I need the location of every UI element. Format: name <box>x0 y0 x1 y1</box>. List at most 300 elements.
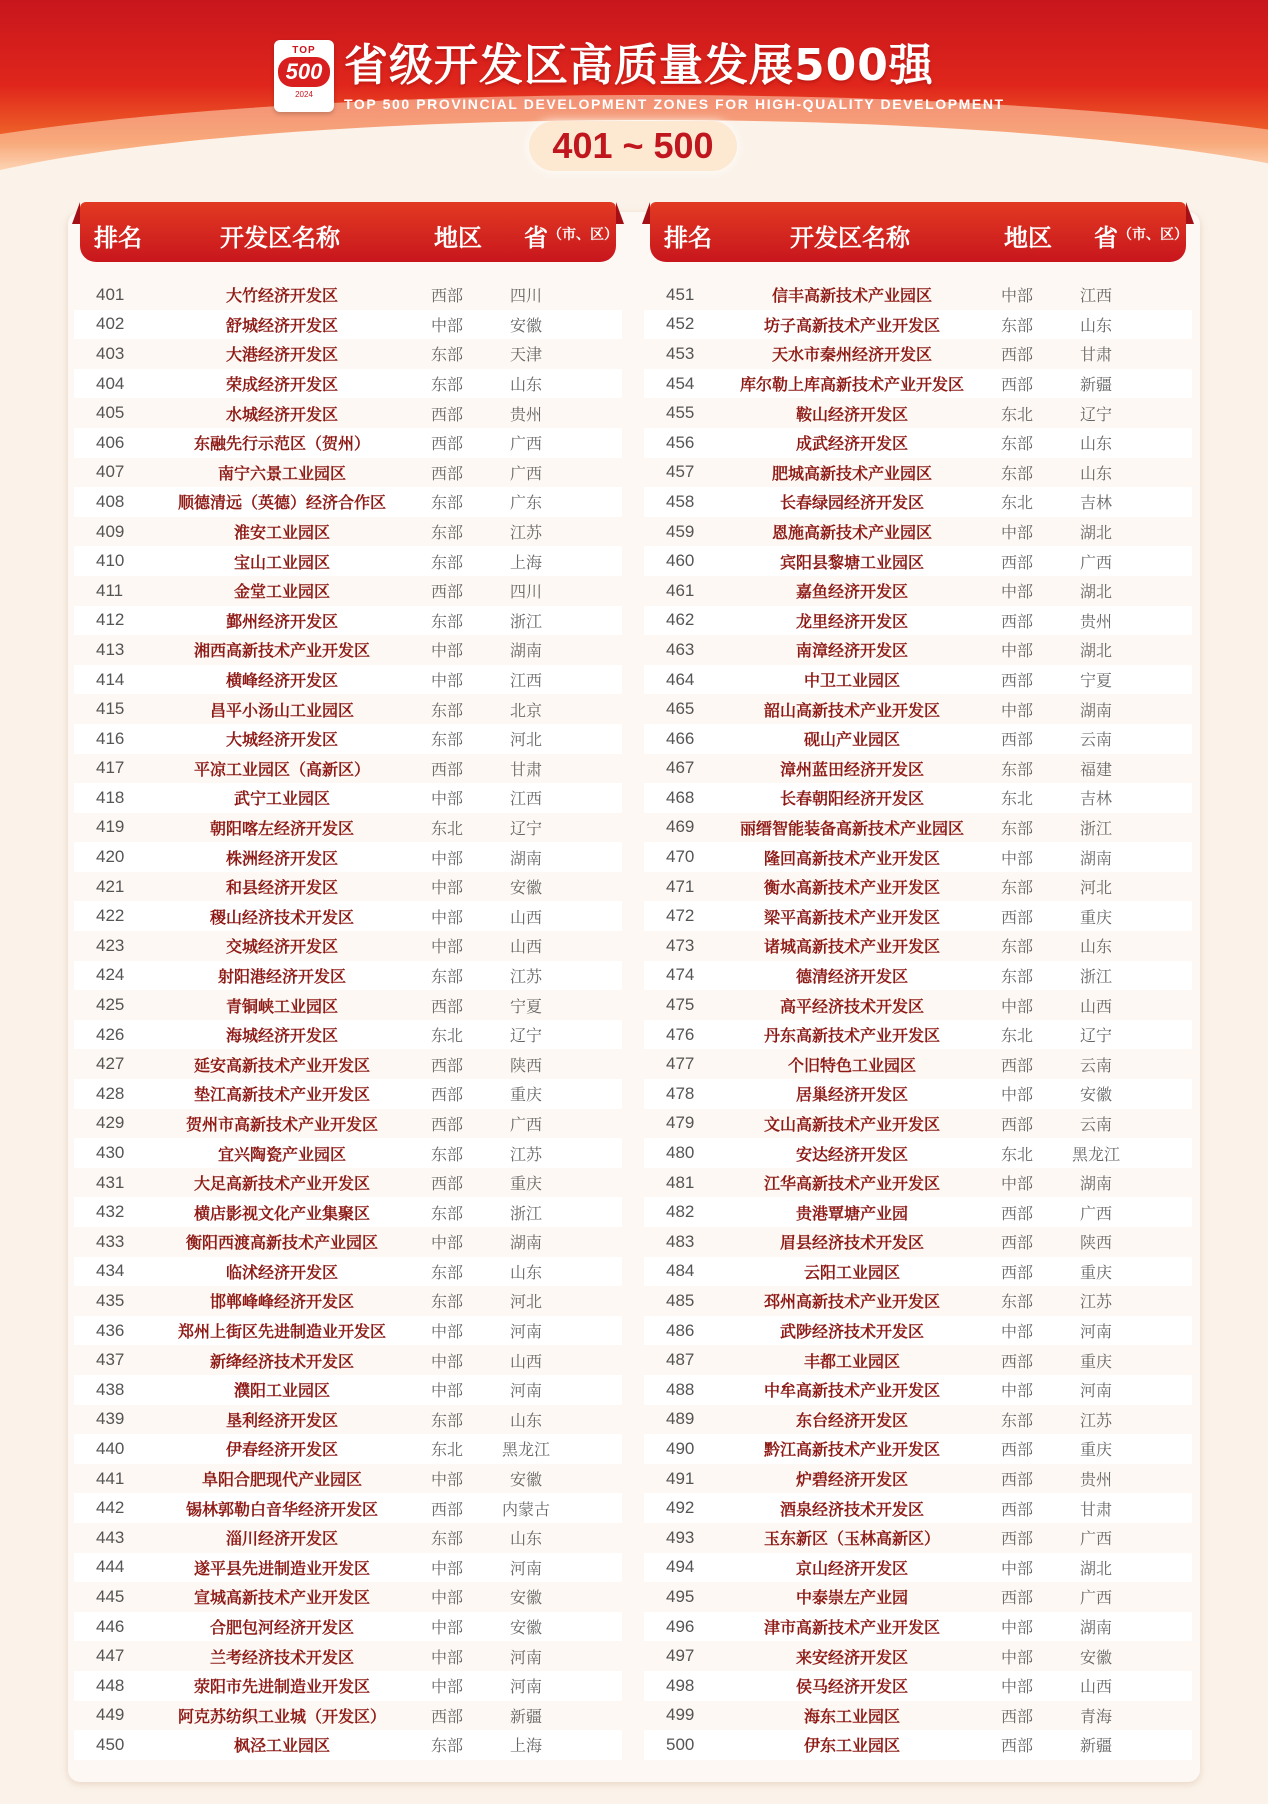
table-row <box>74 1701 622 1731</box>
region-cell: 东部 <box>430 1529 463 1549</box>
zone-name-cell: 海东工业园区 <box>803 1706 900 1726</box>
table-row <box>74 754 622 784</box>
province-cell: 江苏 <box>1079 1292 1112 1312</box>
table-row <box>74 1375 622 1405</box>
region-cell: 西部 <box>430 434 463 454</box>
table-row <box>644 369 1192 399</box>
table-row <box>74 694 622 724</box>
region-cell: 东部 <box>430 375 463 395</box>
region-cell: 西部 <box>1000 1736 1033 1756</box>
region-cell: 西部 <box>1000 671 1033 691</box>
rank-cell: 428 <box>96 1083 125 1103</box>
table-row <box>644 1168 1192 1198</box>
rank-cell: 408 <box>96 491 125 511</box>
region-cell: 东部 <box>1000 315 1033 335</box>
rank-cell: 445 <box>96 1586 125 1606</box>
zone-name-cell: 来安经济开发区 <box>795 1647 908 1667</box>
rank-cell: 412 <box>96 610 125 630</box>
region-cell: 东部 <box>1000 463 1033 483</box>
table-row <box>644 1405 1192 1435</box>
rank-cell: 485 <box>666 1290 695 1310</box>
header-name: 开发区名称 <box>220 224 340 252</box>
zone-name-cell: 伊东工业园区 <box>803 1736 900 1756</box>
table-row <box>644 339 1192 369</box>
table-row <box>74 576 622 606</box>
province-cell: 福建 <box>1079 759 1112 779</box>
left-table <box>74 202 622 1760</box>
rank-cell: 482 <box>666 1202 695 1222</box>
province-cell: 河北 <box>509 730 542 750</box>
region-cell: 东部 <box>430 966 463 986</box>
rank-cell: 401 <box>96 284 125 304</box>
table-row <box>644 1109 1192 1139</box>
region-cell: 西部 <box>430 463 463 483</box>
province-cell: 江西 <box>509 671 542 691</box>
rank-cell: 404 <box>96 373 125 393</box>
province-cell: 甘肃 <box>509 759 542 779</box>
region-cell: 东部 <box>430 345 463 365</box>
rank-cell: 474 <box>666 965 695 985</box>
region-cell: 中部 <box>1000 1322 1033 1342</box>
table-row <box>74 310 622 340</box>
province-cell: 甘肃 <box>1079 345 1112 365</box>
rank-cell: 475 <box>666 995 695 1015</box>
table-row <box>74 487 622 517</box>
province-cell: 四川 <box>509 582 542 602</box>
zone-name-cell: 梁平高新技术产业开发区 <box>763 907 940 927</box>
zone-name-cell: 贵港覃塘产业园 <box>795 1203 908 1223</box>
zone-name-cell: 朝阳喀左经济开发区 <box>209 818 354 838</box>
table-row <box>74 339 622 369</box>
table-row <box>644 398 1192 428</box>
zone-name-cell: 邳州高新技术产业开发区 <box>763 1292 940 1312</box>
region-cell: 西部 <box>430 1085 463 1105</box>
zone-name-cell: 库尔勒上库高新技术产业开发区 <box>739 375 964 395</box>
region-cell: 东部 <box>1000 759 1033 779</box>
rank-cell: 484 <box>666 1261 695 1281</box>
province-cell: 吉林 <box>1079 493 1112 513</box>
region-cell: 西部 <box>1000 1233 1033 1253</box>
region-cell: 中部 <box>430 1322 463 1342</box>
region-cell: 东部 <box>430 552 463 572</box>
province-cell: 河北 <box>509 1292 542 1312</box>
province-cell: 重庆 <box>1079 907 1112 927</box>
rank-cell: 476 <box>666 1024 695 1044</box>
province-cell: 陕西 <box>1079 1233 1112 1253</box>
table-row <box>74 517 622 547</box>
header-province: 省 <box>524 224 548 252</box>
rank-cell: 462 <box>666 610 695 630</box>
zone-name-cell: 东融先行示范区（贺州） <box>193 434 370 454</box>
table-row <box>644 428 1192 458</box>
province-cell: 辽宁 <box>1079 404 1112 424</box>
rank-cell: 447 <box>96 1646 125 1666</box>
region-cell: 东北 <box>430 1026 463 1046</box>
rank-cell: 466 <box>666 728 695 748</box>
province-cell: 四川 <box>509 286 542 306</box>
province-cell: 宁夏 <box>1079 671 1112 691</box>
zone-name-cell: 宝山工业园区 <box>233 552 330 572</box>
zone-name-cell: 中牟高新技术产业开发区 <box>763 1381 940 1401</box>
zone-name-cell: 天水市秦州经济开发区 <box>771 345 932 365</box>
rank-cell: 453 <box>666 343 695 363</box>
region-cell: 东部 <box>1000 434 1033 454</box>
zone-name-cell: 伊春经济开发区 <box>225 1440 338 1460</box>
zone-name-cell: 鄞州经济开发区 <box>225 611 338 631</box>
region-cell: 西部 <box>1000 552 1033 572</box>
rank-cell: 430 <box>96 1143 125 1163</box>
zone-name-cell: 诸城高新技术产业开发区 <box>763 937 940 957</box>
table-row <box>644 961 1192 991</box>
badge-top-text: TOP <box>292 45 316 56</box>
zone-name-cell: 鞍山经济开发区 <box>795 404 908 424</box>
table-row <box>644 842 1192 872</box>
region-cell: 中部 <box>430 789 463 809</box>
zone-name-cell: 兰考经济技术开发区 <box>209 1647 354 1667</box>
table-row <box>74 931 622 961</box>
table-row <box>644 1286 1192 1316</box>
zone-name-cell: 阜阳合肥现代产业园区 <box>201 1470 362 1490</box>
rank-cell: 470 <box>666 847 695 867</box>
rank-cell: 422 <box>96 906 125 926</box>
zone-name-cell: 漳州蓝田经济开发区 <box>779 759 924 779</box>
rank-cell: 444 <box>96 1557 125 1577</box>
table-row <box>644 576 1192 606</box>
province-cell: 浙江 <box>509 611 542 631</box>
province-cell: 江苏 <box>1079 1410 1112 1430</box>
table-row <box>74 1493 622 1523</box>
table-row <box>74 990 622 1020</box>
region-cell: 西部 <box>1000 1351 1033 1371</box>
region-cell: 中部 <box>430 1351 463 1371</box>
rank-cell: 417 <box>96 758 125 778</box>
zone-name-cell: 大港经济开发区 <box>225 345 338 365</box>
table-row <box>644 990 1192 1020</box>
province-cell: 湖南 <box>1079 700 1112 720</box>
rank-cell: 435 <box>96 1290 125 1310</box>
province-cell: 云南 <box>1079 730 1112 750</box>
zone-name-cell: 合肥包河经济开发区 <box>209 1618 354 1638</box>
rank-cell: 494 <box>666 1557 695 1577</box>
rank-cell: 434 <box>96 1261 125 1281</box>
province-cell: 贵州 <box>1079 611 1112 631</box>
rank-cell: 452 <box>666 314 695 334</box>
region-cell: 中部 <box>1000 1618 1033 1638</box>
zone-name-cell: 垦利经济开发区 <box>225 1410 338 1430</box>
province-cell: 山东 <box>1079 937 1112 957</box>
province-cell: 湖北 <box>1079 582 1112 602</box>
region-cell: 西部 <box>1000 730 1033 750</box>
region-cell: 西部 <box>1000 1588 1033 1608</box>
region-cell: 中部 <box>430 907 463 927</box>
rank-cell: 406 <box>96 432 125 452</box>
zone-name-cell: 新绛经济技术开发区 <box>209 1351 354 1371</box>
zone-name-cell: 江华高新技术产业开发区 <box>763 1174 940 1194</box>
province-cell: 广西 <box>1079 1588 1112 1608</box>
zone-name-cell: 海城经济开发区 <box>225 1026 338 1046</box>
region-cell: 西部 <box>1000 1055 1033 1075</box>
region-cell: 西部 <box>1000 1114 1033 1134</box>
province-cell: 新疆 <box>1079 1736 1112 1756</box>
rank-cell: 421 <box>96 876 125 896</box>
rank-cell: 458 <box>666 491 695 511</box>
table-row <box>644 1434 1192 1464</box>
rank-cell: 467 <box>666 758 695 778</box>
zone-name-cell: 金堂工业园区 <box>233 582 330 602</box>
region-cell: 中部 <box>1000 523 1033 543</box>
table-row <box>644 1641 1192 1671</box>
table-row <box>644 1464 1192 1494</box>
rank-cell: 498 <box>666 1675 695 1695</box>
rank-cell: 432 <box>96 1202 125 1222</box>
table-row <box>74 1523 622 1553</box>
province-cell: 江苏 <box>509 1144 542 1164</box>
zone-name-cell: 濮阳工业园区 <box>233 1381 330 1401</box>
province-cell: 河南 <box>509 1647 542 1667</box>
region-cell: 中部 <box>430 1558 463 1578</box>
table-row <box>74 1553 622 1583</box>
rank-cell: 469 <box>666 817 695 837</box>
region-cell: 西部 <box>430 1706 463 1726</box>
rank-cell: 429 <box>96 1113 125 1133</box>
zone-name-cell: 长春朝阳经济开发区 <box>779 789 924 809</box>
province-cell: 贵州 <box>1079 1470 1112 1490</box>
rank-cell: 413 <box>96 639 125 659</box>
region-cell: 东部 <box>430 1262 463 1282</box>
province-cell: 重庆 <box>509 1174 542 1194</box>
province-cell: 辽宁 <box>1079 1026 1112 1046</box>
zone-name-cell: 东台经济开发区 <box>795 1410 908 1430</box>
rank-cell: 464 <box>666 669 695 689</box>
rank-cell: 419 <box>96 817 125 837</box>
region-cell: 东北 <box>1000 404 1033 424</box>
rank-cell: 478 <box>666 1083 695 1103</box>
province-cell: 湖南 <box>1079 1174 1112 1194</box>
region-cell: 中部 <box>430 1647 463 1667</box>
province-cell: 安徽 <box>509 315 542 335</box>
region-cell: 东部 <box>1000 1292 1033 1312</box>
region-cell: 东部 <box>1000 818 1033 838</box>
rank-cell: 437 <box>96 1350 125 1370</box>
table-row <box>74 901 622 931</box>
rank-cell: 431 <box>96 1172 125 1192</box>
zone-name-cell: 贺州市高新技术产业开发区 <box>185 1114 378 1134</box>
table-row <box>74 458 622 488</box>
province-cell: 江苏 <box>509 966 542 986</box>
rank-cell: 405 <box>96 403 125 423</box>
region-cell: 东部 <box>430 1203 463 1223</box>
region-cell: 中部 <box>430 315 463 335</box>
rank-cell: 439 <box>96 1409 125 1429</box>
zone-name-cell: 水城经济开发区 <box>225 404 338 424</box>
region-cell: 西部 <box>430 1499 463 1519</box>
region-cell: 中部 <box>430 848 463 868</box>
province-cell: 云南 <box>1079 1055 1112 1075</box>
province-cell: 河南 <box>509 1322 542 1342</box>
rank-cell: 449 <box>96 1705 125 1725</box>
province-cell: 辽宁 <box>509 818 542 838</box>
region-cell: 中部 <box>1000 700 1033 720</box>
table-row <box>644 546 1192 576</box>
rank-cell: 472 <box>666 906 695 926</box>
rank-cell: 457 <box>666 462 695 482</box>
zone-name-cell: 武宁工业园区 <box>233 789 330 809</box>
rank-cell: 480 <box>666 1143 695 1163</box>
province-cell: 山东 <box>509 1529 542 1549</box>
header-region: 地区 <box>1004 224 1052 252</box>
zone-name-cell: 嘉鱼经济开发区 <box>795 582 908 602</box>
zone-name-cell: 韶山高新技术产业开发区 <box>763 700 940 720</box>
zone-name-cell: 垫江高新技术产业开发区 <box>193 1085 370 1105</box>
region-cell: 西部 <box>1000 1262 1033 1282</box>
province-cell: 山西 <box>1079 996 1112 1016</box>
zone-name-cell: 交城经济开发区 <box>225 937 338 957</box>
table-row <box>644 1316 1192 1346</box>
province-cell: 宁夏 <box>509 996 542 1016</box>
region-cell: 中部 <box>1000 1677 1033 1697</box>
table-row <box>74 783 622 813</box>
table-row <box>74 1434 622 1464</box>
table-row <box>644 1257 1192 1287</box>
zone-name-cell: 文山高新技术产业开发区 <box>763 1114 940 1134</box>
zone-name-cell: 高平经济技术开发区 <box>779 996 924 1016</box>
province-cell: 安徽 <box>509 878 542 898</box>
table-row <box>644 1020 1192 1050</box>
province-cell: 安徽 <box>1079 1085 1112 1105</box>
zone-name-cell: 居巢经济开发区 <box>795 1085 908 1105</box>
region-cell: 东部 <box>430 700 463 720</box>
province-cell: 广西 <box>509 463 542 483</box>
region-cell: 中部 <box>1000 286 1033 306</box>
rank-cell: 490 <box>666 1438 695 1458</box>
zone-name-cell: 邯郸峰峰经济开发区 <box>209 1292 354 1312</box>
province-cell: 黑龙江 <box>1071 1144 1120 1164</box>
region-cell: 中部 <box>1000 1381 1033 1401</box>
zone-name-cell: 横峰经济开发区 <box>225 671 338 691</box>
province-cell: 河南 <box>509 1558 542 1578</box>
province-cell: 浙江 <box>509 1203 542 1223</box>
zone-name-cell: 锡林郭勒白音华经济开发区 <box>185 1499 378 1519</box>
province-cell: 江西 <box>1079 286 1112 306</box>
zone-name-cell: 湘西高新技术产业开发区 <box>193 641 370 661</box>
rank-range-pill: 401 ~ 500 <box>529 121 737 171</box>
province-cell: 贵州 <box>509 404 542 424</box>
zone-name-cell: 丹东高新技术产业开发区 <box>763 1026 940 1046</box>
province-cell: 青海 <box>1079 1706 1112 1726</box>
region-cell: 东部 <box>1000 966 1033 986</box>
zone-name-cell: 砚山产业园区 <box>803 730 900 750</box>
zone-name-cell: 坊子高新技术产业开发区 <box>763 315 940 335</box>
region-cell: 东北 <box>1000 789 1033 809</box>
rank-cell: 496 <box>666 1616 695 1636</box>
table-row <box>74 1079 622 1109</box>
province-cell: 河南 <box>1079 1381 1112 1401</box>
province-cell: 湖北 <box>1079 641 1112 661</box>
province-cell: 浙江 <box>1079 818 1112 838</box>
rank-cell: 491 <box>666 1468 695 1488</box>
region-cell: 中部 <box>1000 1647 1033 1667</box>
zone-name-cell: 武陟经济技术开发区 <box>779 1322 924 1342</box>
table-row <box>74 1582 622 1612</box>
rank-cell: 411 <box>96 580 124 600</box>
rank-cell: 425 <box>96 995 125 1015</box>
rank-cell: 403 <box>96 343 125 363</box>
province-cell: 湖南 <box>509 1233 542 1253</box>
rank-cell: 459 <box>666 521 695 541</box>
province-cell: 山东 <box>1079 315 1112 335</box>
zone-name-cell: 成武经济开发区 <box>795 434 908 454</box>
rank-cell: 471 <box>666 876 695 896</box>
zone-name-cell: 中卫工业园区 <box>803 671 900 691</box>
zone-name-cell: 顺德清远（英德）经济合作区 <box>177 493 386 513</box>
zone-name-cell: 黔江高新技术产业开发区 <box>763 1440 940 1460</box>
region-cell: 东部 <box>1000 1410 1033 1430</box>
table-row <box>74 724 622 754</box>
rank-cell: 436 <box>96 1320 125 1340</box>
rank-cell: 461 <box>666 580 695 600</box>
region-cell: 西部 <box>430 1174 463 1194</box>
province-cell: 湖南 <box>1079 848 1112 868</box>
table-row <box>644 310 1192 340</box>
rank-cell: 493 <box>666 1527 695 1547</box>
region-cell: 东北 <box>430 1440 463 1460</box>
rank-cell: 460 <box>666 551 695 571</box>
region-cell: 西部 <box>430 759 463 779</box>
rank-cell: 433 <box>96 1231 125 1251</box>
rank-cell: 492 <box>666 1498 695 1518</box>
table-row <box>74 1049 622 1079</box>
page-title: 省级开发区高质量发展500强 <box>344 40 934 91</box>
region-cell: 西部 <box>1000 1706 1033 1726</box>
province-cell: 安徽 <box>509 1618 542 1638</box>
rank-cell: 483 <box>666 1231 695 1251</box>
table-row <box>74 546 622 576</box>
region-cell: 中部 <box>1000 848 1033 868</box>
province-cell: 北京 <box>509 700 542 720</box>
region-cell: 中部 <box>1000 1174 1033 1194</box>
table-row <box>644 606 1192 636</box>
province-cell: 重庆 <box>509 1085 542 1105</box>
province-cell: 云南 <box>1079 1114 1112 1134</box>
province-cell: 广西 <box>509 1114 542 1134</box>
region-cell: 西部 <box>1000 1499 1033 1519</box>
table-row <box>644 1227 1192 1257</box>
right-table <box>644 202 1192 1760</box>
province-cell: 新疆 <box>1079 375 1112 395</box>
region-cell: 东北 <box>1000 1144 1033 1164</box>
province-cell: 山东 <box>509 1410 542 1430</box>
table-row <box>644 901 1192 931</box>
zone-name-cell: 淮安工业园区 <box>233 523 330 543</box>
rank-cell: 427 <box>96 1054 125 1074</box>
province-cell: 重庆 <box>1079 1262 1112 1282</box>
header-province-note: （市、区） <box>1118 227 1188 243</box>
zone-name-cell: 丰都工业园区 <box>803 1351 900 1371</box>
province-cell: 山西 <box>1079 1677 1112 1697</box>
province-cell: 河南 <box>509 1381 542 1401</box>
region-cell: 中部 <box>430 1588 463 1608</box>
region-cell: 东北 <box>430 818 463 838</box>
region-cell: 西部 <box>430 404 463 424</box>
rank-cell: 495 <box>666 1586 695 1606</box>
region-cell: 东部 <box>430 1410 463 1430</box>
zone-name-cell: 玉东新区（玉林高新区） <box>763 1529 940 1549</box>
region-cell: 中部 <box>430 1233 463 1253</box>
province-cell: 重庆 <box>1079 1440 1112 1460</box>
rank-cell: 423 <box>96 935 125 955</box>
region-cell: 西部 <box>430 1055 463 1075</box>
zone-name-cell: 恩施高新技术产业园区 <box>771 523 932 543</box>
